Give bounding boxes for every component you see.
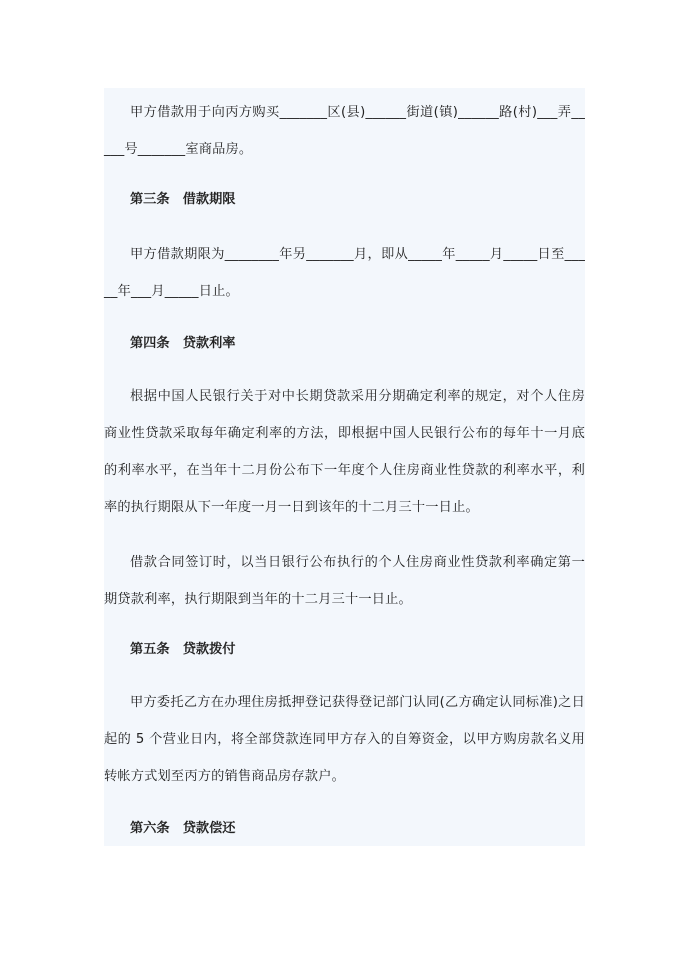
paragraph-text: 根据中国人民银行关于对中长期贷款采用分期确定利率的规定，对个人住房商业性贷款采取每年确定利率的方法，即根据中国人民银行公布的每年十一月底的利率水平，在当年十二月份公布下一年度个人住房商业性贷款的利率水平，利率的执行期限从下一年度一月一日到该年的十二月三十一日止。 — [104, 389, 585, 515]
paragraph-text: 甲方委托乙方在办理住房抵押登记获得登记部门认同(乙方确定认同标准)之日起的 5 个营业日内，将全部贷款连同甲方存入的自筹资金，以甲方购房款名义用转帐方式划至丙方的销售商品房存款户。 — [104, 695, 585, 784]
purchase-paragraph — [104, 94, 585, 168]
section-heading-4 — [104, 332, 585, 356]
section-heading-3 — [104, 188, 585, 212]
heading-text: 第六条 贷款偿还 — [130, 821, 236, 836]
heading-text: 第四条 贷款利率 — [130, 336, 236, 351]
document-content — [104, 88, 585, 846]
contract-rate-paragraph — [104, 544, 585, 618]
heading-text: 第三条 借款期限 — [130, 192, 236, 207]
section-heading-5 — [104, 638, 585, 662]
term-paragraph — [104, 236, 585, 310]
disbursement-paragraph — [104, 684, 585, 795]
paragraph-text: 甲方借款期限为________年另_______月，即从_____年_____月_____日至_____年___月_____日止。 — [104, 247, 585, 299]
paragraph-text: 借款合同签订时，以当日银行公布执行的个人住房商业性贷款利率确定第一期贷款利率，执行期限到当年的十二月三十一日止。 — [104, 555, 585, 607]
section-heading-6 — [104, 817, 585, 841]
paragraph-text: 甲方借款用于向丙方购买_______区(县)______街道(镇)______路(村)___弄_____号_______室商品房。 — [104, 105, 585, 157]
interest-rate-paragraph — [104, 378, 585, 526]
heading-text: 第五条 贷款拨付 — [130, 642, 236, 657]
